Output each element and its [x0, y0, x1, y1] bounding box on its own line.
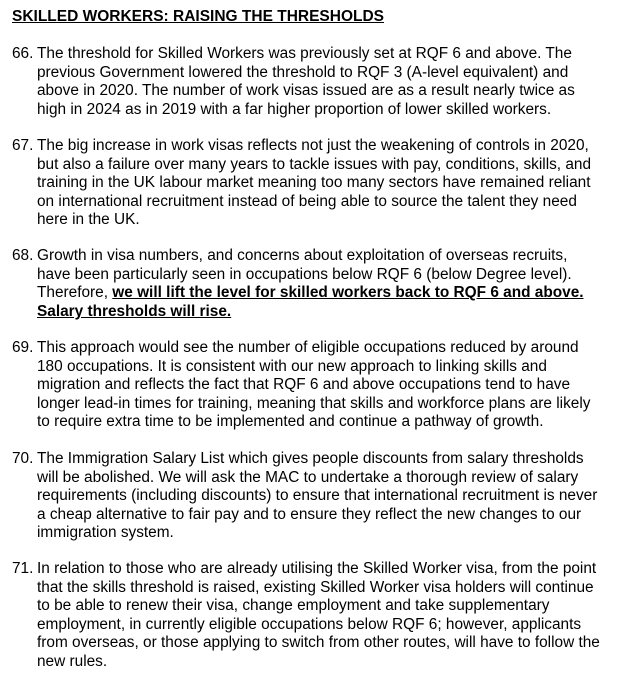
text-line: a cheap alternative to fair pay and to ensure they reflect the new changes to our	[37, 505, 582, 523]
text-line: previous Government lowered the threshold to RQF 3 (A-level equivalent) and	[37, 63, 569, 81]
text-line	[37, 284, 625, 303]
text-line: The Immigration Salary List which gives people discounts from salary thresholds	[37, 450, 584, 467]
text-line: from overseas, or those applying to switch from other routes, will have to follow the	[37, 634, 600, 652]
plain-text: Therefore,	[37, 284, 113, 302]
text-line: The threshold for Skilled Workers was previously set at RQF 6 and above. The	[37, 45, 572, 62]
paragraph-text	[37, 45, 625, 119]
emphasized-text: we will lift the level for skilled workers back to RQF 6 and above.	[112, 284, 584, 302]
text-line: The big increase in work visas reflects not just the weakening of controls in 2020,	[37, 137, 589, 154]
text-line: employment, in currently eligible occupations below RQF 6; however, applicants	[37, 615, 582, 633]
text-line	[37, 303, 625, 322]
text-line: will be abolished. We will ask the MAC to undertake a thorough review of salary	[37, 468, 579, 486]
text-line: here in the UK.	[37, 211, 140, 229]
text-line: migration and reflects the fact that RQF 6 and above occupations tend to have	[37, 376, 571, 394]
text-line: longer lead-in times for training, meaning that skills and workforce plans are likely	[37, 394, 591, 412]
paragraph-text	[37, 247, 625, 321]
section-heading: SKILLED WORKERS: RAISING THE THRESHOLDS	[12, 8, 385, 25]
paragraph-number: 67.	[12, 137, 34, 154]
emphasized-text: Salary thresholds will rise.	[37, 302, 232, 320]
text-line: to require extra time to be implemented and continue a pathway of growth.	[37, 413, 544, 431]
text-line: In relation to those who are already utilising the Skilled Worker visa, from the point	[37, 560, 597, 577]
paragraph-number: 68.	[12, 247, 34, 264]
paragraph-text	[37, 339, 625, 432]
text-line: to be able to renew their visa, change employment and take supplementary	[37, 597, 550, 615]
text-line: This approach would see the number of eligible occupations reduced by around	[37, 339, 579, 356]
paragraph-text	[37, 450, 625, 543]
text-line: above in 2020. The number of work visas issued are as a result nearly twice as	[37, 82, 575, 100]
paragraph-text	[37, 137, 625, 230]
paragraph-number: 66.	[12, 45, 34, 62]
text-line: new rules.	[37, 652, 108, 670]
text-line: requirements (including discounts) to ensure that international recruitment is never	[37, 487, 598, 505]
text-line: high in 2024 as in 2019 with a far higher proportion of lower skilled workers.	[37, 100, 552, 118]
text-line: 180 occupations. It is consistent with our new approach to linking skills and	[37, 357, 547, 375]
paragraph-number: 70.	[12, 450, 34, 467]
text-line: have been particularly seen in occupations below RQF 6 (below Degree level).	[37, 265, 572, 283]
text-line: Growth in visa numbers, and concerns about exploitation of overseas recruits,	[37, 247, 568, 264]
text-line: training in the UK labour market meaning too many sectors have remained reliant	[37, 174, 591, 192]
text-line: on international recruitment instead of being able to source the talent they need	[37, 192, 577, 210]
text-line: but also a failure over many years to tackle issues with pay, conditions, skills, and	[37, 155, 592, 173]
paragraph-number: 69.	[12, 339, 34, 356]
paragraph-text	[37, 560, 625, 672]
text-line: that the skills threshold is raised, existing Skilled Worker visa holders will continue	[37, 578, 594, 596]
text-line: immigration system.	[37, 524, 174, 542]
paragraph-number: 71.	[12, 560, 34, 577]
